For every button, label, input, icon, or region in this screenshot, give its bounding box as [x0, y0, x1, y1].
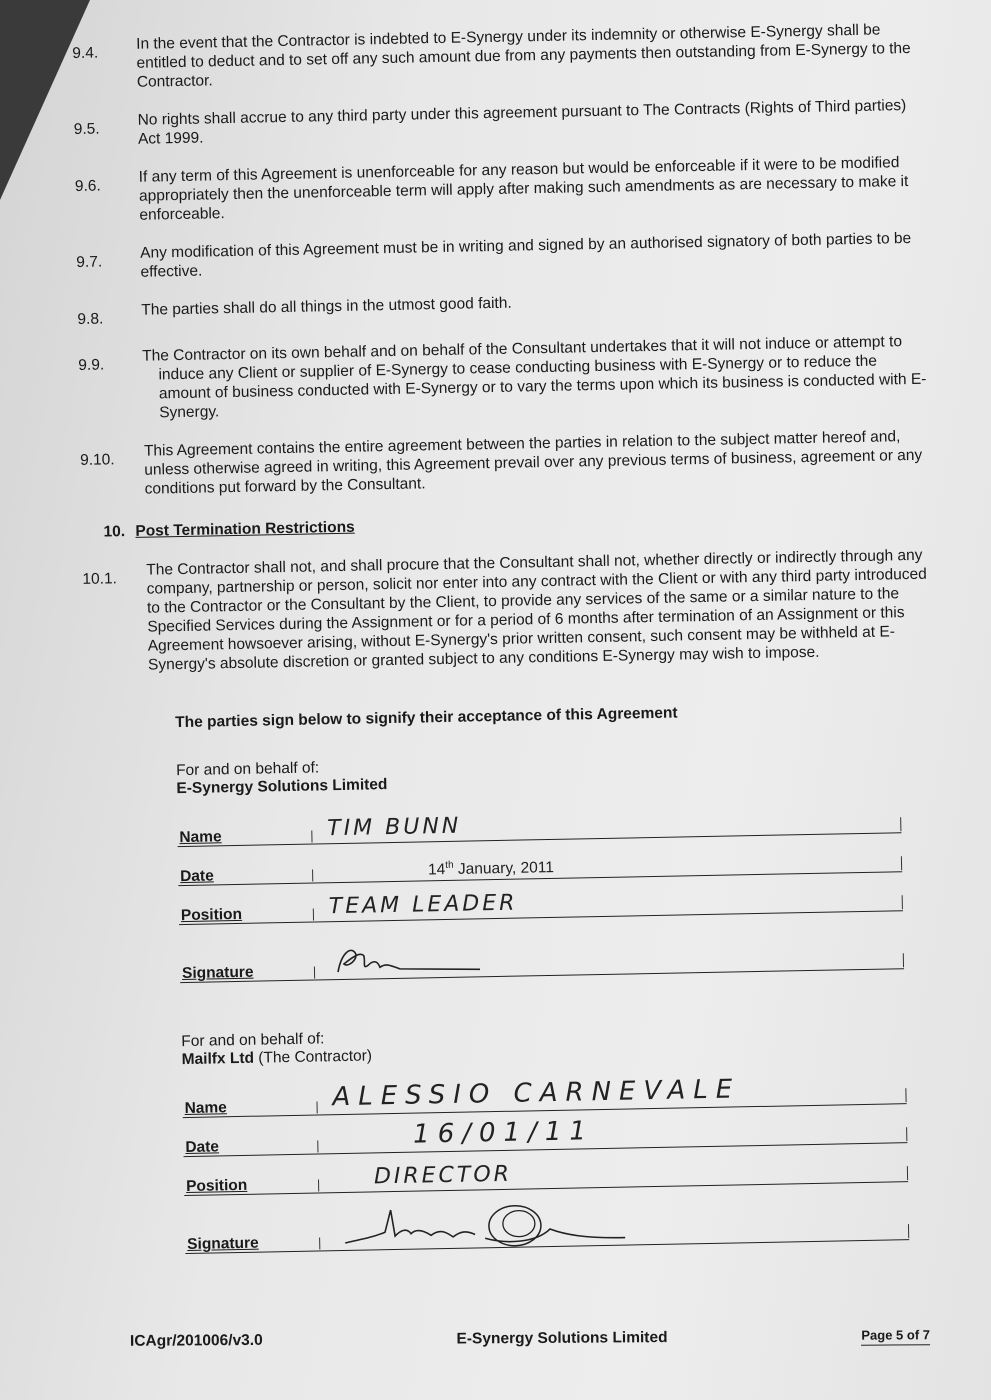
position-label: Position [180, 905, 243, 925]
clause-9-9 [78, 332, 929, 424]
field-end-marker [903, 953, 904, 967]
footer-company: E-Synergy Solutions Limited [456, 1329, 668, 1348]
field-marker [312, 870, 313, 882]
section-title: Post Termination Restrictions [135, 518, 355, 540]
position-handwritten: DIRECTOR [373, 1161, 513, 1190]
date-rest: January, 2011 [453, 858, 555, 878]
name-handwritten: ALESSIO CARNEVALE [332, 1074, 741, 1113]
date-label: Date [179, 867, 214, 886]
field-end-marker [906, 1127, 907, 1141]
signature-block-esynergy [176, 748, 904, 983]
name-label: Name [179, 828, 222, 847]
section-10-heading [103, 508, 931, 542]
field-end-marker [902, 895, 903, 909]
clause-number: 9.8. [77, 310, 104, 328]
field-marker [317, 1140, 318, 1152]
field-end-marker [908, 1224, 909, 1238]
clause-number: 9.10. [79, 451, 115, 469]
clause-9-6 [75, 153, 926, 226]
clause-10-1 [82, 546, 934, 676]
field-marker [316, 1101, 317, 1113]
clause-number: 9.6. [74, 177, 101, 195]
name-handwritten: TIM BUNN [327, 813, 462, 842]
clause-text: The parties shall do all things in the utmost good faith. [141, 294, 512, 319]
signature-label: Signature [187, 1234, 259, 1254]
clause-text: In the event that the Contractor is indebted to E-Synergy under its indemnity or otherwise E-Synergy shall be entitled to deduct and to set off any such amount due from any payments then outstanding from E-Synergy to the Contractor. [136, 21, 911, 91]
field-end-marker [905, 1088, 906, 1102]
on-behalf-label: For and on behalf of: [181, 1030, 325, 1051]
document-reference: ICAgr/201006/v3.0 [129, 1331, 263, 1350]
clause-text: The Contractor shall not, and shall procure that the Consultant shall not, whether directly or indirectly through any company, partnership or person, solicit nor enter into any contract with the Client or with any third party introduced to the Contractor or the Consultant by the Client, to provide any services of the same or a similar nature to the Specified Services during the Assignment or for a period of 6 months after termination of an Assignment or this Agreement howsoever arising, without E-Synergy's prior written consent, such consent may be withheld at E-Synergy's absolute discretion or granted subject to any conditions E-Synergy may wish to impose. [146, 546, 927, 674]
clause-9-5 [73, 96, 924, 150]
field-marker [314, 967, 315, 979]
field-marker [313, 909, 314, 921]
clause-9-4 [72, 20, 923, 93]
date-handwritten: 16/01/11 [412, 1116, 595, 1150]
company-note: (The Contractor) [253, 1047, 373, 1067]
field-marker [319, 1237, 320, 1249]
clause-text: This Agreement contains the entire agreement between the parties in relation to the subject matter hereof and, unless otherwise agreed in writing, this Agreement prevail over any previous terms of business, agreement or any conditions put forward by the Consultant. [143, 428, 923, 498]
document-body [72, 20, 945, 1256]
field-marker [311, 831, 312, 843]
date-day: 14 [427, 860, 446, 879]
clause-9-10 [80, 427, 931, 500]
position-handwritten: TEAM LEADER [328, 890, 518, 920]
section-number: 10. [103, 523, 126, 541]
clause-text: Any modification of this Agreement must be in writing and signed by an authorised signatory of both parties to be effective. [140, 229, 912, 281]
clause-text: The Contractor on its own behalf and on behalf of the Consultant undertakes that it will not induce or attempt to induce any Client or supplier of E-Synergy to cease conducting business with E-Synergy or to reduce the amount of business conducted with E-Synergy or to vary the terms upon which its business is conducted with E-Synergy. [141, 333, 927, 422]
signature-label: Signature [181, 963, 254, 983]
clause-number: 9.7. [76, 253, 103, 271]
dark-corner-background [0, 0, 90, 200]
on-behalf-label: For and on behalf of: [175, 759, 320, 780]
clause-9-8 [77, 286, 927, 329]
clause-number: 9.4. [72, 44, 99, 62]
clause-9-7 [76, 229, 927, 283]
position-label: Position [185, 1176, 248, 1196]
acceptance-statement: The parties sign below to signify their acceptance of this Agreement [175, 704, 678, 732]
clause-text: If any term of this Agreement is unenforceable for any reason but would be enforceable if it were to be modified appropriately then the unenforceable term will apply after making such amendments as are necessary to make it enforceable. [138, 154, 909, 224]
clause-number: 9.5. [73, 120, 100, 138]
signature-line [180, 968, 904, 983]
page-number: Page 5 of 7 [861, 1327, 930, 1345]
field-end-marker [901, 856, 902, 870]
date-suffix: th [445, 859, 454, 871]
clause-text: No rights shall accrue to any third party under this agreement pursuant to The Contracts (Rights of Third parties) Act 1999. [137, 96, 907, 148]
field-end-marker [900, 817, 901, 831]
company-name: Mailfx Ltd [181, 1049, 255, 1069]
name-label: Name [184, 1099, 227, 1118]
field-end-marker [907, 1166, 908, 1180]
field-marker [318, 1179, 319, 1191]
party-company: E-Synergy Solutions Limited [176, 776, 388, 798]
clause-number: 10.1. [82, 570, 118, 588]
date-typed [428, 858, 554, 880]
signature-block-contractor [181, 1019, 909, 1254]
page-footer [130, 1327, 930, 1351]
clause-number: 9.9. [78, 356, 105, 374]
date-label: Date [185, 1138, 220, 1157]
